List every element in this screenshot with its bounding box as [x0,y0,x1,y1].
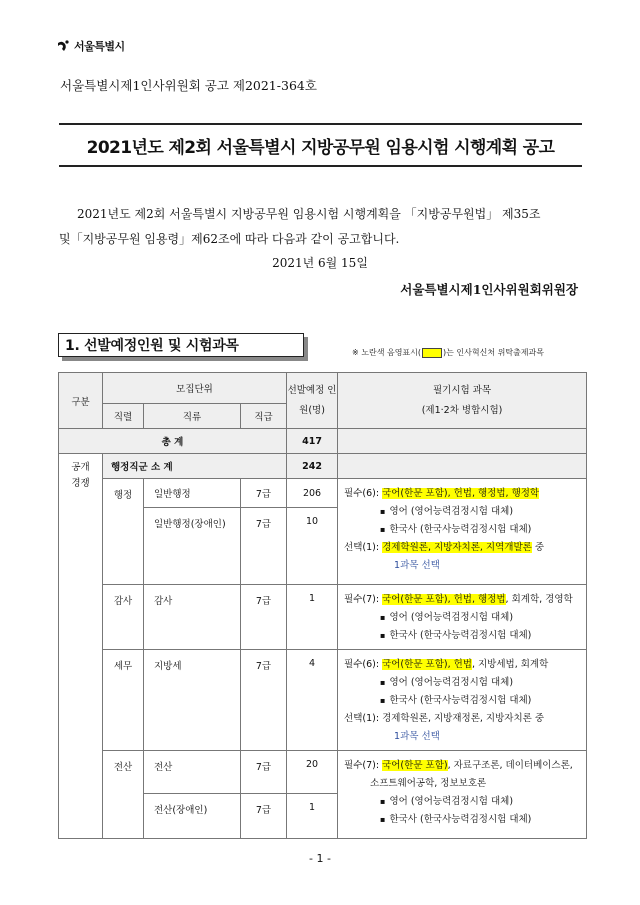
type-cell: 감사 [144,585,241,650]
bullet-icon: ▪ [380,507,386,516]
signer: 서울특별시제1인사위원회위원장 [400,282,578,297]
page-number: - 1 - [309,852,331,865]
required-highlight: 국어(한문 포함) [382,760,448,771]
subjects-semu [338,650,587,751]
type-cell: 일반행정(장애인) [144,508,241,585]
subtotal-row [59,454,587,479]
required-line [344,757,586,775]
subtotal-count: 242 [287,454,338,479]
bullet-icon: ▪ [380,696,386,705]
header-type: 직류 [144,404,241,429]
history-text: 한국사 (한국사능력검정시험 대체) [389,630,532,641]
grade-cell: 7급 [241,650,287,751]
required-line [344,591,586,609]
count-cell: 1 [287,585,338,650]
count-cell: 4 [287,650,338,751]
logo-text: 서울특별시 [74,40,125,53]
elective-line [344,539,586,557]
history-line [344,811,586,829]
elective-label: 선택(1): [344,713,383,724]
count-cell: 1 [287,794,338,839]
english-line [344,793,586,811]
required-highlight: 국어(한문 포함), 헌법, 행정법 [382,594,506,605]
required-label: 필수(7): [344,594,383,605]
grade-cell: 7급 [241,508,287,585]
elective-rest: 경제학원론, 지방재정론, 지방자치론 중 [382,713,545,724]
header-unit: 모집단위 [103,373,287,404]
intro-line-2: 및「지방공무원 임용령」제62조에 따라 다음과 같이 공고합니다. [59,232,400,246]
group-label-1: 공개 [71,462,90,473]
bullet-icon: ▪ [380,613,386,622]
series-semu: 세무 [103,650,144,751]
history-line [344,627,586,645]
subjects-gamsa [338,585,587,650]
header-subjects [338,373,587,429]
required-label: 필수(6): [344,659,383,670]
grade-cell: 7급 [241,794,287,839]
required-rest: , 지방세법, 회계학 [471,659,549,670]
english-text: 영어 (영어능력검정시험 대체) [389,612,514,623]
seoul-logo [56,38,125,54]
history-text: 한국사 (한국사능력검정시험 대체) [389,814,532,825]
count-cell: 10 [287,508,338,585]
series-hangjeong: 행정 [103,479,144,585]
required-rest: , 자료구조론, 데이터베이스론, [447,760,573,771]
elective-note: 1과목 선택 [394,731,440,742]
history-text: 한국사 (한국사능력검정시험 대체) [389,695,532,706]
required-rest: , 회계학, 경영학 [505,594,573,605]
header-count: 선발예정 인원(명) [287,373,338,429]
subjects-hangjeong [338,479,587,585]
group-label-2: 경쟁 [71,478,90,489]
elective-line [344,710,586,728]
grade-cell: 7급 [241,585,287,650]
history-text: 한국사 (한국사능력검정시험 대체) [389,524,532,535]
required-label: 필수(7): [344,760,383,771]
series-gamsa: 감사 [103,585,144,650]
exam-table [58,372,587,839]
total-empty [338,429,587,454]
header-series: 직렬 [103,404,144,429]
intro-paragraph [59,202,585,252]
type-cell: 전산 [144,751,241,794]
bullet-icon: ▪ [380,797,386,806]
notice-number: 서울특별시제1인사위원회 공고 제2021-364호 [60,78,317,93]
series-jeonsan: 전산 [103,751,144,839]
bullet-icon: ▪ [380,525,386,534]
total-row [59,429,587,454]
required-label: 필수(6): [344,488,383,499]
legend-prefix: ※ 노란색 음영표시( [352,348,422,357]
yellow-swatch [422,348,442,358]
elective-label: 선택(1): [344,542,383,553]
elective-note: 1과목 선택 [394,560,440,571]
header-gubun: 구분 [59,373,103,429]
history-line [344,521,586,539]
section-title: 1. 선발예정인원 및 시험과목 [65,338,239,354]
grade-cell: 7급 [241,751,287,794]
subtotal-label: 행정직군 소 계 [103,454,287,479]
required-highlight: 국어(한문 포함), 헌법 [382,659,472,670]
title-box [59,123,582,167]
bullet-icon: ▪ [380,815,386,824]
elective-rest: 중 [531,542,545,553]
elective-highlight: 경제학원론, 지방자치론, 지역개발론 [382,542,532,553]
page-title: 2021년도 제2회 서울특별시 지방공무원 임용시험 시행계획 공고 [86,137,555,158]
group-label [59,454,103,839]
section-heading [58,333,304,357]
count-cell: 206 [287,479,338,508]
english-line [344,503,586,521]
english-text: 영어 (영어능력검정시험 대체) [389,506,514,517]
header-subjects-sub: (제1·2차 병합시험) [421,404,503,416]
total-count: 417 [287,429,338,454]
legend-note [352,347,544,358]
subjects-jeonsan [338,751,587,839]
table-row [59,650,587,751]
bullet-icon: ▪ [380,678,386,687]
english-line [344,674,586,692]
count-cell: 20 [287,751,338,794]
grade-cell: 7급 [241,479,287,508]
english-text: 영어 (영어능력검정시험 대체) [389,796,514,807]
history-line [344,692,586,710]
required-line [344,656,586,674]
type-cell: 전산(장애인) [144,794,241,839]
total-label: 총 계 [59,429,287,454]
intro-line-1: 2021년도 제2회 서울특별시 지방공무원 임용시험 시행계획을 「지방공무원법」 제35조 [77,207,541,221]
table-row [59,751,587,794]
subtotal-empty [338,454,587,479]
header-subjects-title: 필기시험 과목 [432,384,492,396]
required-line-2: 소프트웨어공학, 정보보호론 [370,778,487,789]
header-grade: 직급 [241,404,287,429]
seoul-logo-icon [56,39,70,53]
required-highlight: 국어(한문 포함), 헌법, 행정법, 행정학 [382,488,540,499]
required-line [344,485,586,503]
legend-suffix: )는 인사혁신처 위탁출제과목 [443,348,544,357]
table-row [59,585,587,650]
type-cell: 지방세 [144,650,241,751]
notice-date: 2021년 6월 15일 [272,256,368,270]
english-text: 영어 (영어능력검정시험 대체) [389,677,514,688]
english-line [344,609,586,627]
type-cell: 일반행정 [144,479,241,508]
bullet-icon: ▪ [380,631,386,640]
table-row [59,479,587,508]
